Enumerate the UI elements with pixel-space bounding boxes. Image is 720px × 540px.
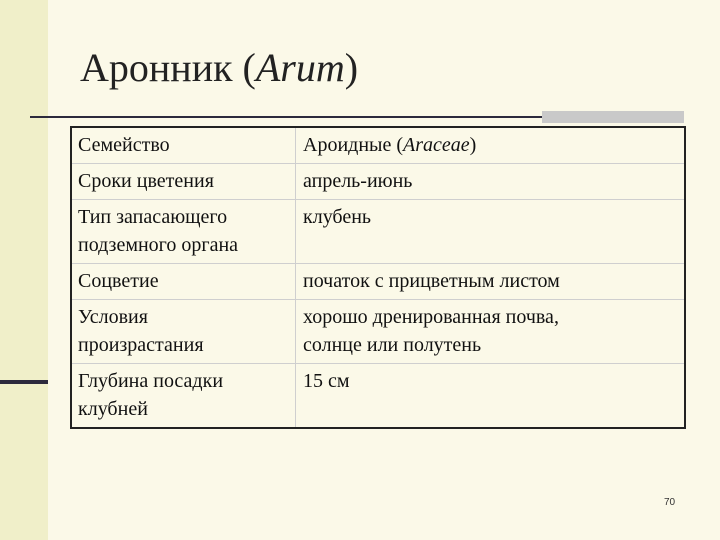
row-label — [71, 200, 296, 264]
row-label — [71, 364, 296, 429]
slide-title — [80, 44, 358, 91]
title-close: ) — [344, 45, 359, 90]
label-line: Глубина посадки — [78, 370, 224, 392]
row-value — [296, 127, 686, 164]
row-value: 15 см — [296, 364, 686, 429]
value-close: ) — [469, 134, 477, 156]
title-divider — [30, 116, 542, 118]
label-line: Тип запасающего — [78, 206, 228, 228]
side-accent-bar — [0, 380, 48, 384]
value-line: хорошо дренированная почва, — [303, 306, 559, 328]
info-table-wrapper — [70, 126, 686, 429]
row-label: Семейство — [71, 127, 296, 164]
table-row — [71, 200, 685, 264]
row-label: Сроки цветения — [71, 164, 296, 200]
title-divider-accent — [542, 111, 684, 123]
value-text: Ароидные ( — [303, 134, 403, 156]
label-line: подземного органа — [78, 234, 239, 256]
row-value: початок с прицветным листом — [296, 264, 686, 300]
value-latin: Araceae — [403, 134, 470, 156]
table-row — [71, 127, 685, 164]
value-line: солнце или полутень — [303, 334, 482, 356]
table-row — [71, 264, 685, 300]
side-band — [0, 0, 48, 540]
title-main: Аронник ( — [80, 45, 256, 90]
title-latin: Arum — [255, 45, 345, 90]
info-table — [70, 126, 686, 429]
table-row — [71, 164, 685, 200]
row-label — [71, 300, 296, 364]
row-value: клубень — [296, 200, 686, 264]
label-line: Условия — [78, 306, 148, 328]
row-label: Соцветие — [71, 264, 296, 300]
table-row — [71, 300, 685, 364]
table-row — [71, 364, 685, 429]
row-value — [296, 300, 686, 364]
row-value: апрель-июнь — [296, 164, 686, 200]
page-number: 70 — [664, 497, 676, 508]
label-line: произрастания — [78, 334, 204, 356]
label-line: клубней — [78, 398, 148, 420]
